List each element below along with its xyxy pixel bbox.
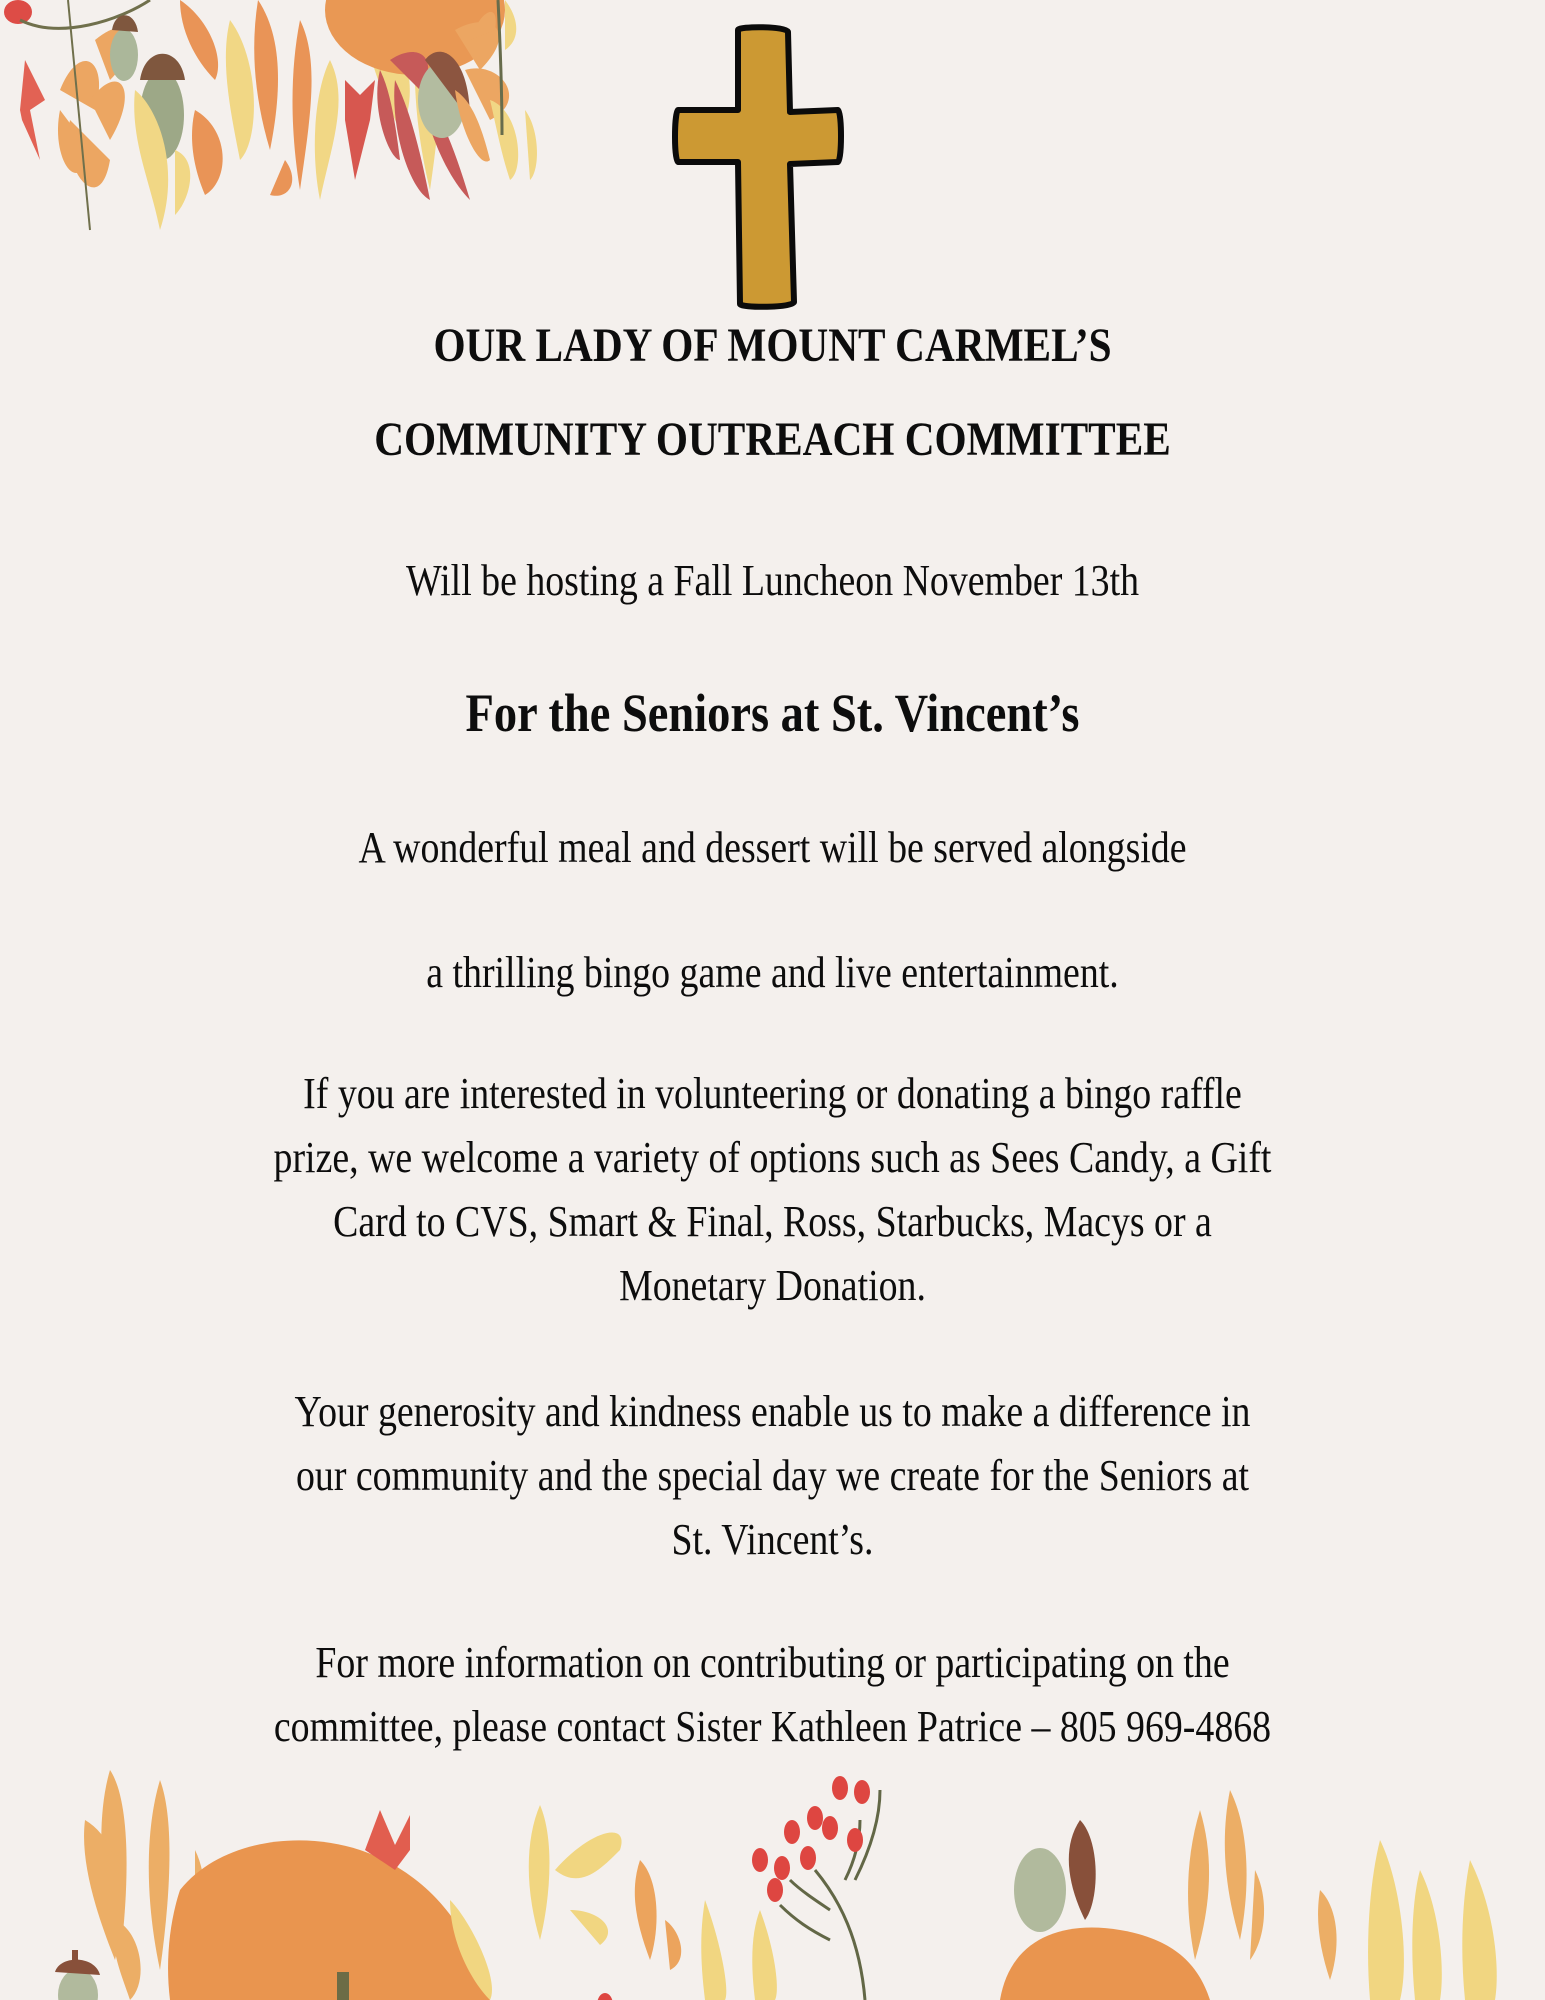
volunteer-line-1: If you are interested in volunteering or donating a bingo raffle: [303, 1069, 1242, 1118]
contact-line-2: committee, please contact Sister Kathleen Patrice – 805 969-4868: [273, 1702, 1272, 1751]
gratitude-line-3: St. Vincent’s.: [671, 1515, 874, 1564]
cross-icon: [670, 22, 850, 312]
heading-line-2: COMMUNITY OUTREACH COMMITTEE: [374, 413, 1171, 466]
event-announcement: Will be hosting a Fall Luncheon November 13th: [405, 556, 1140, 605]
volunteer-line-2: prize, we welcome a variety of options such as Sees Candy, a Gift: [273, 1133, 1272, 1182]
gratitude-line-1: Your generosity and kindness enable us to make a difference in: [294, 1387, 1251, 1436]
event-audience: For the Seniors at St. Vincent’s: [465, 683, 1080, 743]
meal-line-1: A wonderful meal and dessert will be served alongside: [358, 823, 1187, 872]
meal-line-2: a thrilling bingo game and live entertainment.: [426, 948, 1119, 997]
gratitude-line-2: our community and the special day we create for the Seniors at: [295, 1451, 1250, 1500]
volunteer-line-3: Card to CVS, Smart & Final, Ross, Starbucks, Macys or a: [333, 1197, 1212, 1246]
contact-line-1: For more information on contributing or participating on the: [315, 1638, 1230, 1687]
autumn-pumpkins-bottom-border: [0, 1760, 1545, 2000]
volunteer-line-4: Monetary Donation.: [619, 1261, 926, 1310]
heading-line-1: OUR LADY OF MOUNT CARMEL’S: [433, 319, 1112, 372]
